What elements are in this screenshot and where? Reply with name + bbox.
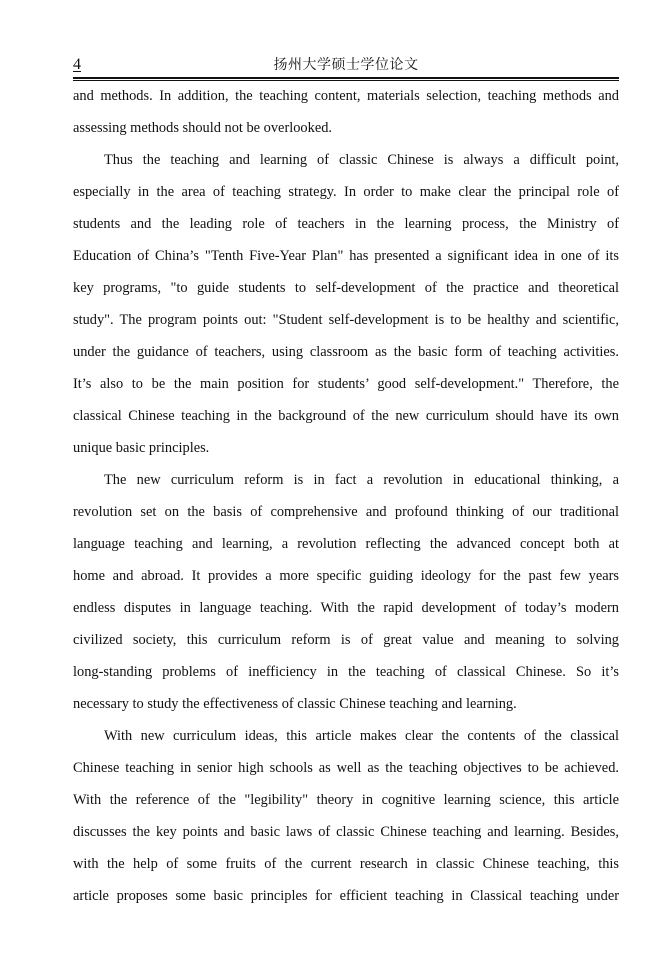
text-line: necessary to study the effectiveness of classic Chinese teaching and learning. xyxy=(73,696,517,712)
text-line: Chinese teaching in senior high schools as well as the teaching objectives to be achieved. xyxy=(73,760,619,776)
text-line: under the guidance of teachers, using classroom as the basic form of teaching activities. xyxy=(73,344,619,360)
text-line: long-standing problems of inefficiency in the teaching of classical Chinese. So it’s xyxy=(73,664,619,680)
paragraph xyxy=(73,144,619,464)
page-header xyxy=(73,55,619,77)
text-line: assessing methods should not be overlooked. xyxy=(73,120,333,136)
text-line: With new curriculum ideas, this article makes clear the contents of the classical xyxy=(104,728,619,744)
text-line: civilized society, this curriculum reform is of great value and meaning to solving xyxy=(73,632,619,648)
text-line: unique basic principles. xyxy=(73,440,210,456)
text-line: key programs, "to guide students to self-development of the practice and theoretical xyxy=(73,280,619,296)
text-line: classical Chinese teaching in the background of the new curriculum should have its own xyxy=(73,408,619,424)
text-line: discusses the key points and basic laws of classic Chinese teaching and learning. Besides, xyxy=(73,824,619,840)
paragraph xyxy=(73,720,619,912)
page-number: 4 xyxy=(73,56,81,73)
text-line: students and the leading role of teachers in the learning process, the Ministry of xyxy=(73,216,619,232)
text-line: Thus the teaching and learning of classic Chinese is always a difficult point, xyxy=(104,152,619,168)
body-text xyxy=(73,80,619,912)
text-line: especially in the area of teaching strategy. In order to make clear the principal role of xyxy=(73,184,619,200)
text-line: language teaching and learning, a revolution reflecting the advanced concept both at xyxy=(73,536,619,552)
text-line: study". The program points out: "Student self-development is to be healthy and scientific, xyxy=(73,312,619,328)
text-line: It’s also to be the main position for students’ good self-development." Therefore, the xyxy=(73,376,619,392)
paragraph xyxy=(73,464,619,720)
paragraph xyxy=(73,80,619,144)
text-line: endless disputes in language teaching. With the rapid development of today’s modern xyxy=(73,600,619,616)
text-line: with the help of some fruits of the current research in classic Chinese teaching, this xyxy=(73,856,619,872)
text-line: and methods. In addition, the teaching content, materials selection, teaching methods and xyxy=(73,88,619,104)
text-line: home and abroad. It provides a more specific guiding ideology for the past few years xyxy=(73,568,619,584)
text-line: Education of China’s "Tenth Five-Year Plan" has presented a significant idea in one of its xyxy=(73,248,619,264)
text-line: article proposes some basic principles for efficient teaching in Classical teaching under xyxy=(73,888,619,904)
running-title: 扬州大学硕士学位论文 xyxy=(273,57,419,73)
text-line: The new curriculum reform is in fact a revolution in educational thinking, a xyxy=(104,472,619,488)
text-line: With the reference of the "legibility" theory in cognitive learning science, this article xyxy=(73,792,619,808)
text-line: revolution set on the basis of comprehensive and profound thinking of our traditional xyxy=(73,504,619,520)
header-rule-thick xyxy=(73,77,619,79)
